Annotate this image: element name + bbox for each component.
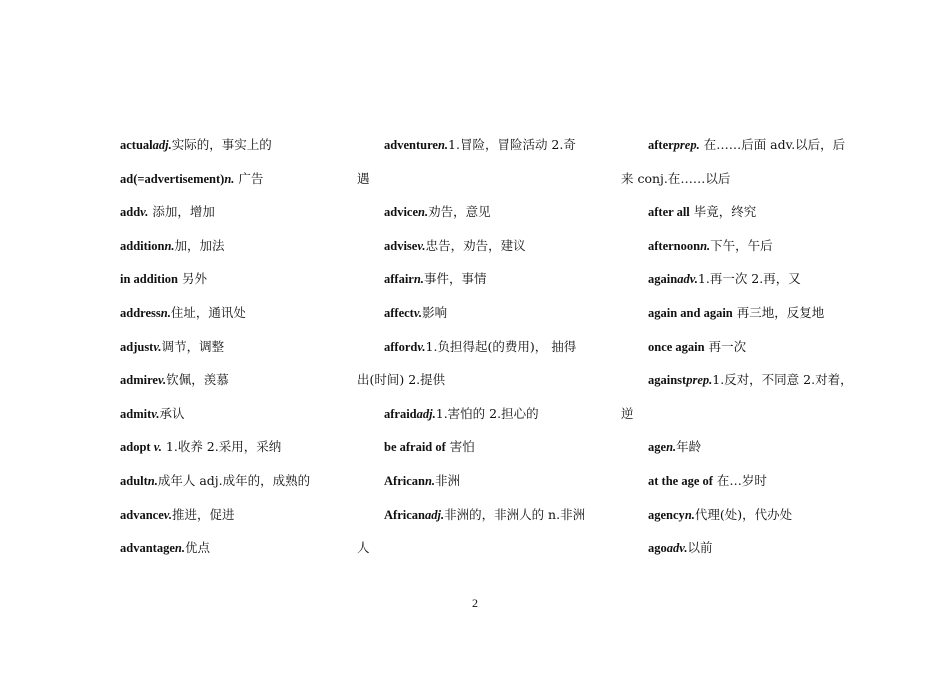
entry-definition: 1.冒险，冒险活动 2.奇: [448, 137, 576, 152]
dictionary-entry: [120, 262, 360, 296]
column-3: [621, 128, 861, 565]
dictionary-entry: [357, 296, 597, 330]
entry-definition: 非洲: [435, 472, 461, 488]
dictionary-entry: [357, 464, 597, 498]
dictionary-entry: [621, 531, 861, 565]
entry-headword: after all: [648, 205, 690, 220]
entry-definition: 再三地，反复地: [732, 304, 825, 320]
entry-headword: adopt: [120, 440, 154, 455]
entry-definition: 成年人 adj.成年的，成熟的: [157, 472, 311, 488]
dictionary-entry: [621, 330, 861, 364]
entry-part-of-speech: prep.: [673, 138, 700, 152]
entry-definition: 遇: [357, 170, 370, 186]
entry-headword: advise: [384, 238, 418, 253]
entry-definition: 1.反对，不同意 2.对着，: [712, 372, 853, 388]
entry-definition: 优点: [184, 540, 210, 556]
entry-part-of-speech: v.: [163, 507, 172, 522]
entry-definition: 来 conj.在……以后: [621, 170, 731, 186]
entry-definition: 下午，午后: [710, 237, 773, 253]
entry-definition: 事件，事情: [423, 271, 487, 287]
entry-definition: 忠告，劝告，建议: [425, 237, 526, 253]
dictionary-entry: [120, 330, 360, 364]
entry-part-of-speech: v.: [153, 339, 162, 354]
entry-definition: 1.害怕的 2.担心的: [435, 405, 539, 421]
entry-headword: be afraid of: [384, 440, 446, 455]
entry-part-of-speech: n.: [174, 541, 185, 556]
dictionary-entry: [621, 430, 861, 464]
dictionary-entry: [621, 363, 861, 397]
entry-part-of-speech: n.: [413, 272, 424, 287]
dictionary-entry: [357, 330, 597, 364]
entry-headword: African: [384, 473, 425, 488]
page-number: 2: [472, 596, 478, 610]
entry-definition: 添加，增加: [148, 204, 215, 220]
entry-definition: 出(时间) 2.提供: [357, 372, 446, 388]
entry-headword: once again: [648, 339, 705, 354]
entry-definition: 1.再一次 2.再，又: [697, 271, 801, 287]
dictionary-entry: [621, 128, 861, 162]
entry-part-of-speech: n.: [224, 171, 235, 186]
entry-headword: address: [120, 305, 161, 320]
dictionary-entry: [120, 195, 360, 229]
column-1: [120, 128, 360, 565]
entry-part-of-speech: n.: [424, 473, 436, 488]
entry-definition: 广告: [234, 170, 264, 186]
entry-headword: African: [384, 507, 425, 522]
entry-definition: 人: [357, 540, 370, 556]
entry-headword: ago: [648, 541, 667, 556]
entry-headword: adjust: [120, 339, 154, 354]
dictionary-entry: [621, 262, 861, 296]
entry-headword: ad(=advertisement): [120, 171, 225, 186]
entry-part-of-speech: v.: [413, 305, 423, 320]
entry-headword: advance: [120, 507, 164, 522]
dictionary-entry: [621, 498, 861, 532]
dictionary-entry: [357, 498, 597, 532]
entry-definition: 承认: [159, 405, 185, 421]
dictionary-entry: [357, 397, 597, 431]
dictionary-entry: [120, 531, 360, 565]
entry-part-of-speech: adv.: [666, 541, 688, 556]
dictionary-entry: [357, 531, 597, 565]
dictionary-entry: [621, 397, 861, 431]
entry-headword: advice: [384, 205, 419, 220]
dictionary-entry: [621, 464, 861, 498]
entry-definition: 以前: [687, 540, 713, 556]
entry-part-of-speech: adj.: [416, 406, 436, 421]
entry-headword: agency: [648, 507, 685, 522]
dictionary-entry: [120, 464, 360, 498]
dictionary-entry: [357, 195, 597, 229]
dictionary-entry: [120, 498, 360, 532]
entry-headword: actual: [120, 138, 153, 152]
entry-headword: admire: [120, 373, 158, 388]
entry-part-of-speech: n.: [437, 138, 449, 152]
entry-definition: 在……后面 adv.以后，后: [699, 137, 846, 152]
dictionary-entry: [621, 296, 861, 330]
entry-definition: 劝告，意见: [428, 204, 491, 220]
column-2: [357, 128, 597, 565]
entry-headword: adventure: [384, 138, 438, 152]
entry-part-of-speech: adj.: [152, 138, 172, 152]
entry-headword: advantage: [120, 541, 175, 556]
entry-headword: afford: [384, 339, 418, 354]
entry-definition: 害怕: [445, 439, 475, 455]
entry-part-of-speech: n.: [418, 205, 429, 220]
entry-part-of-speech: n.: [684, 507, 695, 522]
dictionary-entry: [357, 262, 597, 296]
dictionary-entry: [120, 162, 360, 196]
entry-definition: 住址，通讯处: [170, 304, 246, 320]
entry-part-of-speech: v.: [157, 373, 167, 388]
entry-definition: 年龄: [676, 439, 702, 455]
entry-headword: admit: [120, 406, 152, 421]
entry-part-of-speech: v.: [151, 406, 160, 421]
entry-part-of-speech: prep.: [686, 373, 713, 388]
entry-part-of-speech: v.: [140, 205, 149, 220]
entry-definition: 在…岁时: [712, 472, 767, 488]
entry-part-of-speech: n.: [700, 238, 711, 253]
entry-definition: 1.收养 2.采用，采纳: [161, 439, 282, 455]
dictionary-entry: [357, 128, 597, 162]
entry-definition: 钦佩，羡慕: [166, 372, 229, 388]
entry-headword: against: [648, 373, 687, 388]
entry-part-of-speech: v.: [153, 440, 162, 455]
dictionary-entry: [621, 229, 861, 263]
entry-headword: age: [648, 440, 667, 455]
dictionary-entry: [621, 162, 861, 196]
entry-headword: affair: [384, 272, 414, 287]
entry-definition: 逆: [621, 405, 634, 421]
dictionary-entry: [120, 363, 360, 397]
entry-definition: 调节，调整: [161, 338, 225, 354]
dictionary-entry: [357, 162, 597, 196]
entry-headword: at the age of: [648, 473, 713, 488]
entry-headword: adult: [120, 473, 148, 488]
entry-part-of-speech: v.: [417, 339, 426, 354]
entry-definition: 加，加法: [174, 237, 225, 253]
entry-definition: 实际的，事实上的: [171, 137, 272, 152]
entry-definition: 代理(处)，代办处: [694, 506, 793, 522]
entry-headword: affect: [384, 305, 414, 320]
entry-definition: 推进，促进: [171, 506, 235, 522]
dictionary-entry: [120, 128, 360, 162]
entry-headword: after: [648, 138, 674, 152]
dictionary-entry: [357, 229, 597, 263]
entry-definition: 另外: [178, 271, 207, 287]
entry-definition: 非洲的，非洲人的 n.非洲: [444, 506, 586, 522]
entry-definition: 1.负担得起(的费用)， 抽得: [425, 338, 577, 354]
dictionary-entry: [621, 195, 861, 229]
entry-headword: add: [120, 205, 141, 220]
entry-headword: again and again: [648, 305, 733, 320]
entry-headword: afternoon: [648, 238, 701, 253]
entry-headword: in addition: [120, 272, 179, 287]
entry-part-of-speech: n.: [164, 238, 175, 253]
entry-headword: afraid: [384, 406, 417, 421]
entry-headword: again: [648, 272, 678, 287]
entry-part-of-speech: adv.: [677, 272, 698, 287]
entry-part-of-speech: n.: [160, 305, 171, 320]
dictionary-entry: [120, 397, 360, 431]
dictionary-entry: [357, 430, 597, 464]
dictionary-entry: [120, 430, 360, 464]
entry-headword: addition: [120, 238, 165, 253]
entry-definition: 影响: [422, 304, 448, 320]
dictionary-entry: [120, 296, 360, 330]
entry-part-of-speech: v.: [417, 238, 426, 253]
entry-definition: 再一次: [704, 338, 747, 354]
dictionary-entry: [120, 229, 360, 263]
entry-definition: 毕竟，终究: [689, 204, 757, 220]
entry-part-of-speech: adj.: [424, 507, 445, 522]
entry-part-of-speech: n.: [666, 440, 677, 455]
dictionary-entry: [357, 363, 597, 397]
entry-part-of-speech: n.: [147, 473, 158, 488]
